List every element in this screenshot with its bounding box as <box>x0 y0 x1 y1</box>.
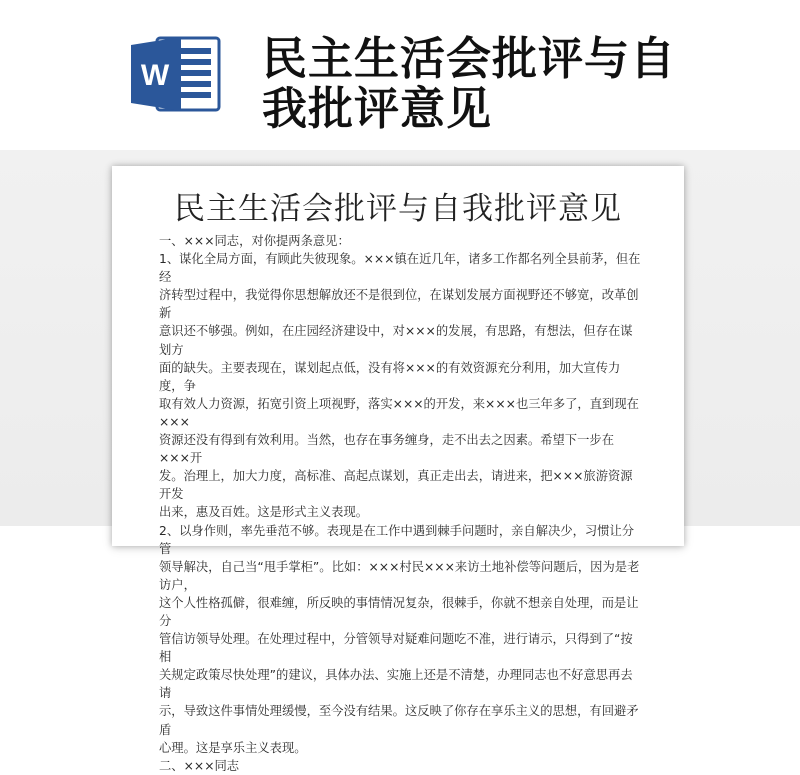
page-title-line-1: 民主生活会批评与自 <box>262 32 677 85</box>
text-line: 济转型过程中，我觉得你思想解放还不是很到位，在谋划发展方面视野还不够宽，改革创新 <box>159 288 639 321</box>
word-document-icon <box>131 36 221 112</box>
page-header <box>0 0 800 160</box>
text-line: 出来，惠及百姓。这是形式主义表现。 <box>159 505 369 520</box>
text-line: 心理。这是享乐主义表现。 <box>159 740 307 755</box>
text-line: 资源还没有得到有效利用。当然，也存在事务缠身，走不出去之因素。希望下一步在×××开 <box>159 433 614 466</box>
text-line: 领导解决，自己当“甩手掌柜”。比如：×××村民×××来访土地补偿等问题后，因为是老访户， <box>159 559 640 592</box>
text-line: 取有效人力资源，拓宽引资上项视野，落实×××的开发，来×××也三年多了，直到现在××× <box>159 396 639 429</box>
text-line: 面的缺失。主要表现在，谋划起点低，没有将×××的有效资源充分利用，加大宣传力度，争 <box>159 360 621 393</box>
document-title: 民主生活会批评与自我批评意见 <box>174 191 622 227</box>
text-line: 二、×××同志 <box>159 758 240 773</box>
document-body <box>159 232 643 775</box>
text-line: 示，导致这件事情处理缓慢，至今没有结果。这反映了你存在享乐主义的思想，有回避矛盾 <box>159 704 639 737</box>
page-title-line-2: 我批评意见 <box>262 82 493 135</box>
document-page <box>112 166 684 773</box>
page-title <box>262 34 762 134</box>
text-line: 一、×××同志，对你提两条意见： <box>159 234 350 248</box>
text-line: 发。治理上，加大力度，高标准、高起点谋划，真正走出去，请进来，把×××旅游资源开发 <box>159 469 633 502</box>
text-line: 意识还不够强。例如，在庄园经济建设中，对×××的发展，有思路，有想法，但存在谋划方 <box>159 324 633 357</box>
text-line: 管信访领导处理。在处理过程中，分管领导对疑难问题吃不准，进行请示，只得到了“按相 <box>159 632 633 665</box>
word-icon-letter: W <box>140 59 170 92</box>
text-line: 1、谋化全局方面，有顾此失彼现象。×××镇在近几年，诸多工作都名列全县前茅，但在经 <box>159 252 641 285</box>
text-line: 关规定政策尽快处理”的建议，具体办法、实施上还是不清楚，办理同志也不好意思再去请 <box>159 668 633 701</box>
text-line: 2、以身作则，率先垂范不够。表现是在工作中遇到棘手问题时，亲自解决少，习惯让分管 <box>159 523 635 556</box>
text-line: 这个人性格孤僻，很难缠，所反映的事情情况复杂，很棘手，你就不想亲自处理，而是让分 <box>159 595 639 628</box>
